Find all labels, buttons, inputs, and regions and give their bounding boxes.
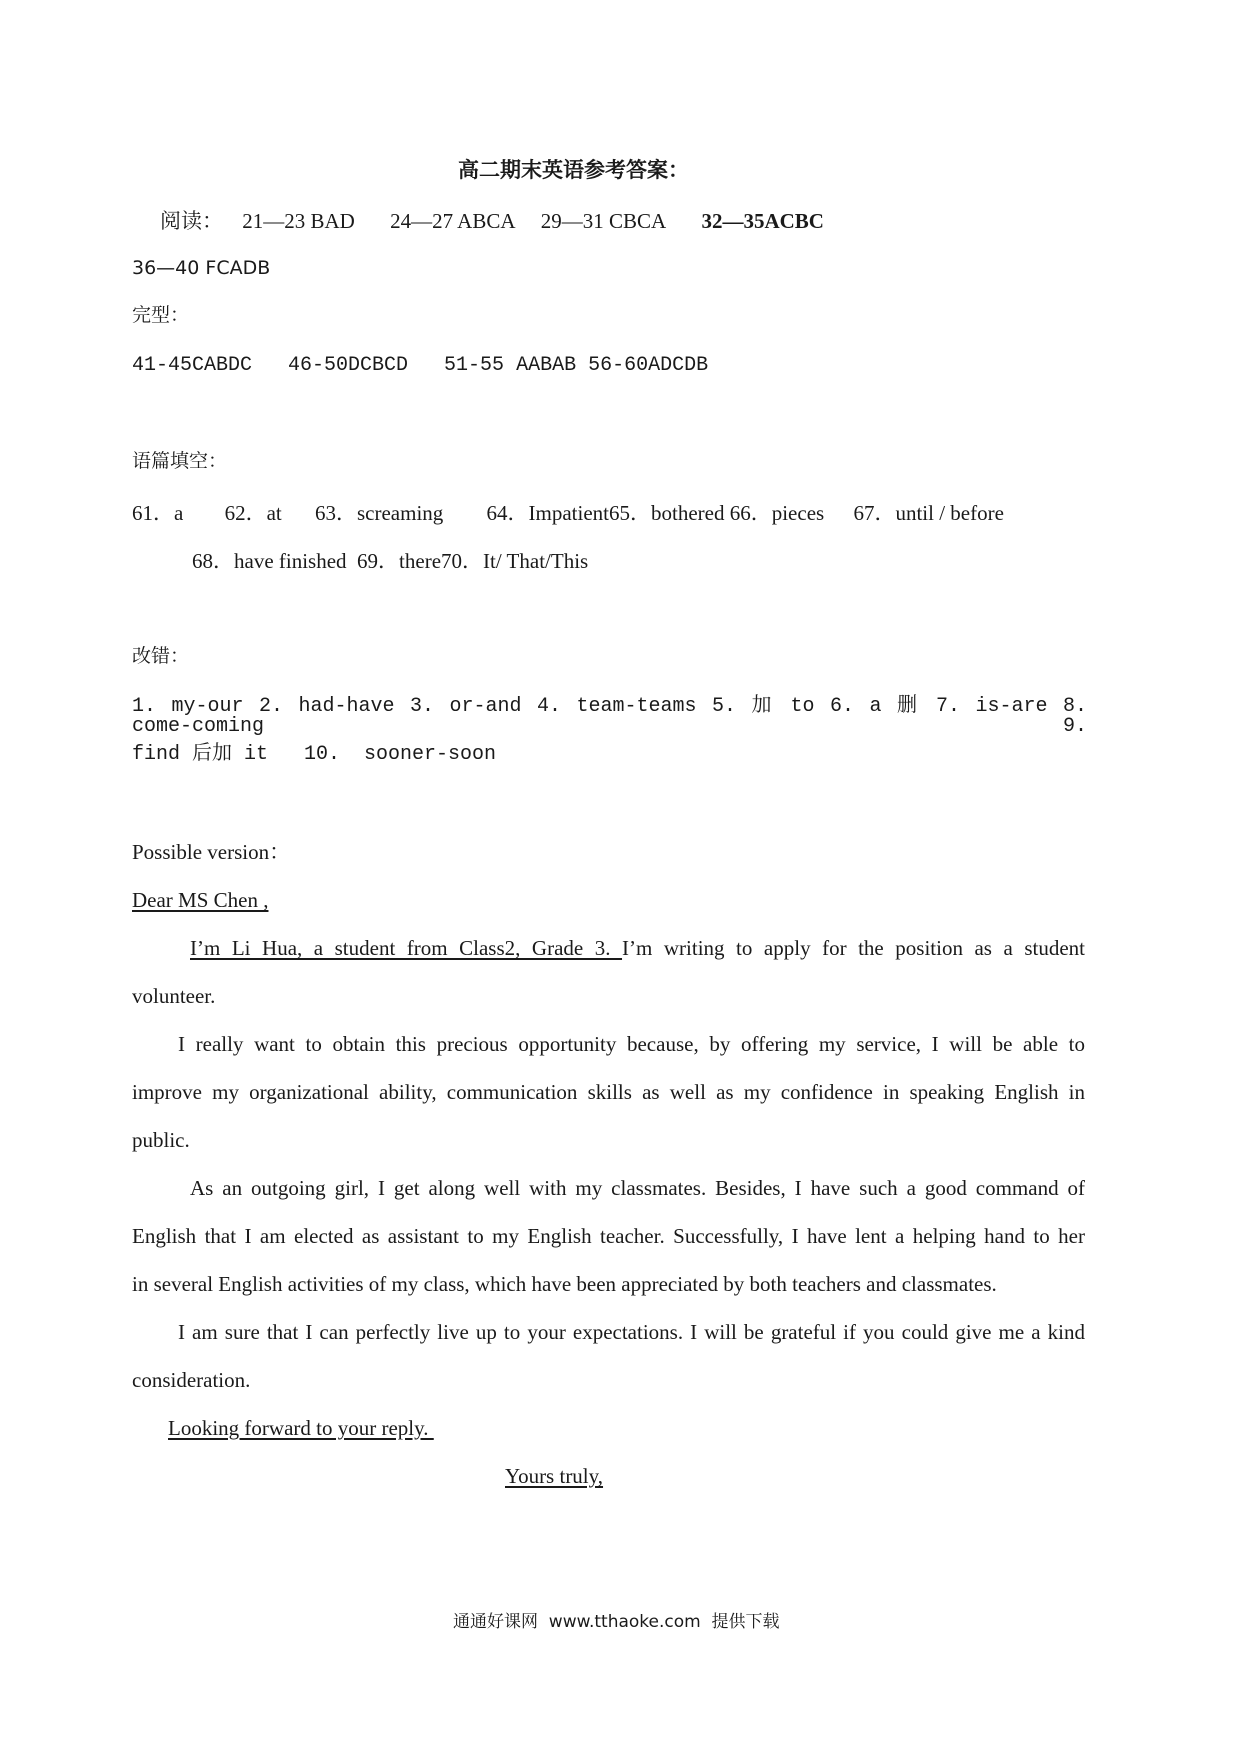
correction-line-1: 1. my-our 2. had-have 3. or-and 4. team-teams 5. 加 to 6. a 删 7. is-are 8. come-coming 9. (132, 695, 1087, 738)
cloze-label: 完型： (132, 304, 190, 326)
essay-paragraph-4-line-2: consideration. (132, 1368, 251, 1392)
correction-label: 改错： (132, 645, 190, 667)
reading-answer-32-35: 32—35ACBC (701, 209, 824, 233)
answer-67: 67．until / before (853, 501, 1004, 525)
essay-paragraph-2-line-1: I really want to obtain this precious opportunity because, by offering my service, I will be able to (178, 1032, 1085, 1056)
essay-signoff: Yours truly, (505, 1464, 604, 1488)
reading-answers-line (160, 211, 824, 232)
essay-paragraph-4-line-1: I am sure that I can perfectly live up to your expectations. I will be grateful if you could give me a kind (178, 1320, 1085, 1344)
answer-62: 62．at (224, 501, 282, 525)
reading-answer-24-27: 24—27 ABCA (390, 209, 516, 233)
reading-label: 阅读： (160, 209, 223, 233)
essay-intro-underlined: I’m Li Hua, a student from Class2, Grade 3. (190, 936, 623, 960)
essay-paragraph-2-line-2: improve my organizational ability, communication skills as well as my confidence in speaking English in (132, 1080, 1085, 1104)
essay-intro-rest: I’m writing to apply for the position as a student (622, 936, 1085, 960)
cloze-answers: 41-45CABDC 46-50DCBCD 51-55 AABAB 56-60ADCDB (132, 354, 709, 377)
grammar-fill-line-2: 68．have finished 69．there70．It/ That/This (192, 549, 589, 573)
essay-paragraph-3-line-1: As an outgoing girl, I get along well with my classmates. Besides, I have such a good command of (190, 1176, 1085, 1200)
essay-paragraph-3-line-3: in several English activities of my class, which have been appreciated by both teachers and classmates. (132, 1272, 997, 1296)
essay-label: Possible version： (132, 840, 291, 864)
essay-paragraph-1-line-1 (190, 938, 1085, 959)
reading-answer-29-31: 29—31 CBCA (540, 209, 667, 233)
essay-salutation: Dear MS Chen , (132, 888, 269, 912)
reading-answers-36-40: 36—40 FCADB (132, 257, 271, 279)
answer-61: 61．a (132, 501, 184, 525)
grammar-fill-label: 语篇填空： (132, 450, 228, 472)
page-title: 高二期末英语参考答案： (458, 158, 689, 182)
essay-paragraph-1-line-2: volunteer. (132, 984, 216, 1008)
essay-closing: Looking forward to your reply. (168, 1416, 434, 1440)
answer-63: 63．screaming (314, 501, 444, 525)
page-footer: 通通好课网 www.tthaoke.com 提供下载 (453, 1612, 780, 1632)
grammar-fill-line-1 (132, 503, 1004, 524)
answer-64-66: 64．Impatient65．bothered 66．pieces (486, 501, 825, 525)
reading-answer-21-23: 21—23 BAD (242, 209, 355, 233)
essay-paragraph-3-line-2: English that I am elected as assistant to my English teacher. Successfully, I have lent a helping hand to her (132, 1224, 1085, 1248)
essay-paragraph-2-line-3: public. (132, 1128, 190, 1152)
correction-line-2: find 后加 it 10. sooner-soon (132, 743, 497, 766)
